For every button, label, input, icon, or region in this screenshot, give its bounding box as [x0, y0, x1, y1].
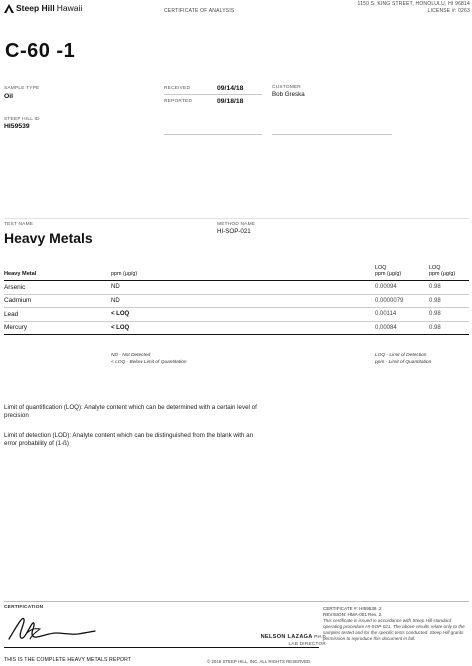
lab-address: 1150 S. KING STREET, HONOLULU, HI 96814	[357, 1, 470, 7]
lab-license: LICENSE #: 0263	[427, 8, 470, 14]
header-lod-title: LOQ	[429, 265, 441, 271]
legend-ppm: ppm - Limit of Quantitation	[375, 359, 432, 365]
sample-name: C-60 -1	[5, 40, 76, 62]
metal-name: Mercury	[4, 321, 111, 335]
metal-lod: 0.98	[429, 294, 469, 308]
metal-lod: 0.98	[429, 281, 469, 295]
metal-loq: 0.00094	[375, 281, 429, 295]
divider	[164, 94, 262, 95]
metal-loq: 0.00114	[375, 308, 429, 322]
metal-name: Cadmium	[4, 294, 111, 308]
test-name-label: TEST NAME	[4, 222, 34, 227]
metal-result: < LOQ	[111, 321, 375, 335]
metal-name: Lead	[4, 308, 111, 322]
table-row	[4, 321, 469, 335]
header-heavy-metal: Heavy Metal	[4, 263, 111, 281]
legend-loq: LOQ - Limit of Detection	[375, 353, 427, 358]
divider	[164, 134, 262, 135]
director-name-line	[260, 634, 326, 640]
director-suffix: PH.D	[314, 634, 326, 639]
legend-left	[111, 353, 187, 366]
lab-address-block	[358, 1, 470, 15]
header-loq-unit: ppm (µg/g)	[375, 271, 402, 277]
method-name-label: METHOD NAME	[217, 222, 256, 227]
reported-value: 09/18/18	[217, 98, 244, 105]
divider	[4, 218, 469, 219]
metal-loq: 0.0000079	[375, 294, 429, 308]
steep-hill-logo-icon	[4, 4, 14, 13]
director-block	[260, 634, 326, 646]
legend-right	[375, 353, 431, 366]
table-row	[4, 308, 469, 322]
metal-lod: 0.98	[429, 321, 469, 335]
director-signature	[6, 614, 98, 646]
metal-result: ND	[111, 294, 375, 308]
customer-label: CUSTOMER	[272, 85, 301, 90]
brand-name: Steep Hill	[16, 3, 55, 13]
sample-type-value: Oil	[4, 93, 14, 100]
table-header-row	[4, 263, 469, 281]
copyright: © 2018 STEEP HILL, INC. ALL RIGHTS RESERVED.	[207, 659, 312, 664]
legend-nd: ND - Not Detected	[111, 353, 151, 358]
legend-below-loq: < LOQ - Below Limit of Quantitation	[111, 359, 187, 365]
metal-loq: 0.00084	[375, 321, 429, 335]
received-label: RECEIVED	[164, 86, 191, 91]
reported-label: REPORTED	[164, 99, 193, 104]
divider	[272, 134, 392, 135]
header-lod-unit: ppm (µg/g)	[429, 271, 456, 277]
divider	[4, 601, 469, 602]
metal-result: < LOQ	[111, 308, 375, 322]
certificate-statement: This certificate is issued in accordance with Steep Hill standard operating procedure HI-SOP-021. The above results relate only to the samples tested and for the specific tests conducted. Steep Hill grants permission to reproduce this document in full.	[323, 618, 465, 641]
method-name-value: HI-SOP-021	[217, 228, 251, 235]
header-lod	[429, 263, 469, 281]
received-value: 09/14/18	[217, 85, 244, 92]
certificate-info	[323, 606, 471, 642]
sample-type-label: SAMPLE TYPE	[4, 86, 40, 91]
steep-hill-id-value: HI59539	[4, 123, 30, 130]
metal-result: ND	[111, 281, 375, 295]
director-name: NELSON LAZAGA	[260, 634, 313, 640]
lod-definition: Limit of detection (LOD): Analyte content which can be distinguished from the blank with an error probability of (1-ß)	[4, 432, 254, 448]
heavy-metals-table	[4, 263, 469, 335]
brand-region: Hawaii	[56, 3, 83, 13]
loq-definition: Limit of quantification (LOQ): Analyte content which can be determined with a certain level of precision	[4, 404, 257, 420]
metal-name: Arsenic	[4, 281, 111, 295]
metal-lod: 0.98	[429, 308, 469, 322]
test-name-value: Heavy Metals	[4, 230, 93, 246]
customer-value: Bob Greska	[272, 91, 305, 98]
complete-report-note: THIS IS THE COMPLETE HEAVY METALS REPORT	[4, 657, 132, 663]
document-title: CERTIFICATE OF ANALYSIS	[164, 8, 235, 14]
header-loq	[375, 263, 429, 281]
director-title: LAB DIRECTOR	[288, 641, 326, 646]
revision-number: REVISION: HMA-001 Rev. 2.	[323, 612, 383, 617]
header-loq-title: LOQ	[375, 265, 387, 271]
table-row	[4, 294, 469, 308]
table-row	[4, 281, 469, 295]
steep-hill-id-label: STEEP HILL ID	[4, 117, 40, 122]
certification-label: CERTIFICATION	[4, 605, 44, 610]
signature-line	[4, 647, 319, 648]
brand-logo	[4, 3, 82, 13]
certificate-number: CERTIFICATE #: HI59539 .2	[323, 606, 382, 611]
header-result-unit: ppm (µg/g)	[111, 263, 375, 281]
